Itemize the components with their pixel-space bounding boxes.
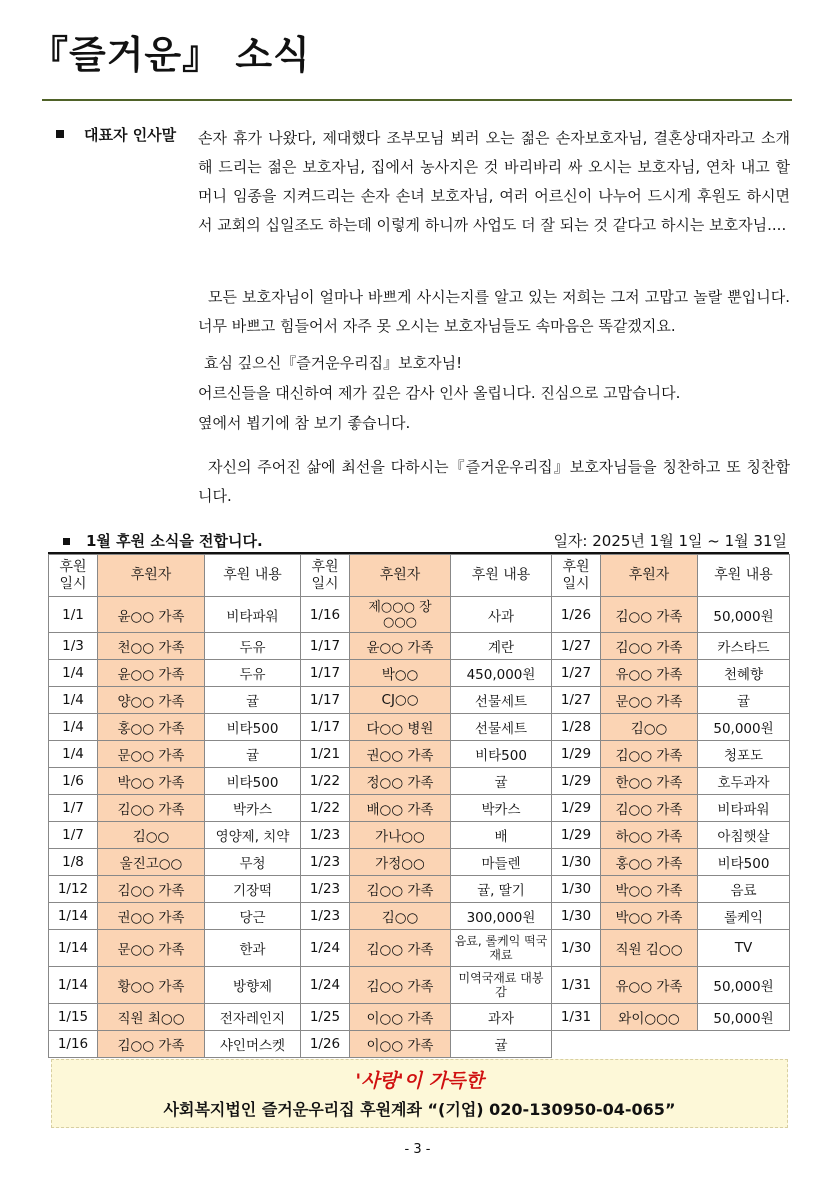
cell-item: 카스타드: [698, 633, 790, 660]
cell-item: 음료, 롤케익 떡국재료: [451, 930, 552, 967]
cell-item: 호두과자: [698, 768, 790, 795]
cell-date: 1/31: [552, 1004, 601, 1031]
cell-item: 귤: [205, 687, 301, 714]
greeting-label: 대표자 인사말: [84, 126, 177, 144]
cell-date: 1/7: [49, 822, 98, 849]
cell-item: 300,000원: [451, 903, 552, 930]
cell-date: 1/14: [49, 967, 98, 1004]
cell-donor: 문○○ 가족: [98, 741, 205, 768]
cell-donor: 박○○ 가족: [601, 876, 698, 903]
cell-donor: 이○○ 가족: [350, 1004, 451, 1031]
cell-item: 청포도: [698, 741, 790, 768]
page-number: - 3 -: [404, 1142, 431, 1157]
cell-item: 50,000원: [698, 597, 790, 633]
cell-donor: 직원 김○○: [601, 930, 698, 967]
cell-donor: 홍○○ 가족: [601, 849, 698, 876]
cell-item: 전자레인지: [205, 1004, 301, 1031]
column-header-donor: 후원자: [98, 555, 205, 597]
cell-item: 무청: [205, 849, 301, 876]
cell-donor: 김○○ 가족: [350, 930, 451, 967]
empty-cell: [552, 1031, 790, 1058]
cell-donor: 와이○○○: [601, 1004, 698, 1031]
cell-item: 미역국재료 대봉감: [451, 967, 552, 1004]
cell-date: 1/30: [552, 849, 601, 876]
cell-date: 1/4: [49, 687, 98, 714]
cell-item: 비타500: [451, 741, 552, 768]
cell-donor: 박○○: [350, 660, 451, 687]
cell-donor: 김○○ 가족: [601, 741, 698, 768]
greeting-paragraph-1: 손자 휴가 나왔다, 제대했다 조부모님 뵈러 오는 젊은 손자보호자님, 결혼상대자라고 소개해 드리는 젊은 보호자님, 집에서 농사지은 것 바리바리 싸 오시는 보호자님, 연차 내고 할머니 임종을 지켜드리는 손자 손녀 보호자님, 여러 어르신이 나누어 드시게 후원도 하시면서 교회의 십일조도 하는데 이렇게 하니까 사업도 더 잘 되는 것 같다고 하시는 보호자님....: [198, 129, 790, 234]
cell-date: 1/30: [552, 903, 601, 930]
cell-item: TV: [698, 930, 790, 967]
cell-date: 1/30: [552, 876, 601, 903]
greeting-paragraph-4: 어르신들을 대신하여 제가 깊은 감사 인사 올립니다. 진심으로 고맙습니다.: [198, 384, 681, 402]
cell-date: 1/7: [49, 795, 98, 822]
cell-date: 1/15: [49, 1004, 98, 1031]
cell-donor: 권○○ 가족: [350, 741, 451, 768]
cell-date: 1/4: [49, 741, 98, 768]
cell-donor: 가정○○: [350, 849, 451, 876]
cell-date: 1/31: [552, 967, 601, 1004]
cell-date: 1/23: [301, 903, 350, 930]
cell-date: 1/14: [49, 930, 98, 967]
cell-item: 롤케익: [698, 903, 790, 930]
cell-item: 두유: [205, 660, 301, 687]
cell-donor: 이○○ 가족: [350, 1031, 451, 1058]
cell-item: 한과: [205, 930, 301, 967]
cell-donor: 유○○ 가족: [601, 660, 698, 687]
table-row: [49, 930, 790, 967]
page-title: 『즐거운』 소식: [30, 33, 311, 77]
cell-date: 1/17: [301, 714, 350, 741]
cell-item: 귤: [698, 687, 790, 714]
greeting-paragraph-3: 효심 깊으신『즐거운우리집』보호자님!: [204, 354, 463, 372]
cell-donor: 김○○ 가족: [98, 876, 205, 903]
cell-item: 비타500: [205, 714, 301, 741]
table-row: [49, 903, 790, 930]
cell-date: 1/16: [49, 1031, 98, 1058]
table-row: [49, 741, 790, 768]
cell-donor: 권○○ 가족: [98, 903, 205, 930]
cell-donor: 홍○○ 가족: [98, 714, 205, 741]
cell-item: 당근: [205, 903, 301, 930]
cell-donor: 윤○○ 가족: [350, 633, 451, 660]
table-header-row: [49, 555, 790, 597]
cell-donor: 박○○ 가족: [98, 768, 205, 795]
cell-item: 천혜향: [698, 660, 790, 687]
greeting-paragraph-6: 자신의 주어진 삶에 최선을 다하시는『즐거운우리집』보호자님들을 칭찬하고 또 칭찬합니다.: [198, 458, 790, 505]
table-row: [49, 687, 790, 714]
footer-account: 사회복지법인 즐거운우리집 후원계좌 “(기업) 020-130950-04-065”: [163, 1100, 676, 1119]
cell-item: 샤인머스켓: [205, 1031, 301, 1058]
table-row: [49, 714, 790, 741]
cell-item: 두유: [205, 633, 301, 660]
cell-item: 귤: [451, 1031, 552, 1058]
cell-donor: 울진고○○: [98, 849, 205, 876]
cell-date: 1/14: [49, 903, 98, 930]
cell-donor: 김○○ 가족: [601, 633, 698, 660]
cell-item: 귤: [451, 768, 552, 795]
cell-item: 50,000원: [698, 1004, 790, 1031]
greeting-paragraph-5: 옆에서 뵙기에 참 보기 좋습니다.: [198, 414, 411, 432]
column-header-donor: 후원자: [601, 555, 698, 597]
cell-date: 1/21: [301, 741, 350, 768]
cell-donor: 천○○ 가족: [98, 633, 205, 660]
cell-donor: 배○○ 가족: [350, 795, 451, 822]
cell-date: 1/27: [552, 660, 601, 687]
cell-date: 1/4: [49, 660, 98, 687]
cell-date: 1/24: [301, 930, 350, 967]
cell-date: 1/8: [49, 849, 98, 876]
cell-donor: 김○○ 가족: [601, 795, 698, 822]
cell-donor: 정○○ 가족: [350, 768, 451, 795]
column-header-item: 후원 내용: [698, 555, 790, 597]
cell-donor: 김○○: [601, 714, 698, 741]
cell-donor: 윤○○ 가족: [98, 597, 205, 633]
cell-date: 1/16: [301, 597, 350, 633]
cell-item: 과자: [451, 1004, 552, 1031]
cell-item: 영양제, 치약: [205, 822, 301, 849]
cell-date: 1/29: [552, 795, 601, 822]
support-date-range: 일자: 2025년 1월 1일 ~ 1월 31일: [553, 532, 787, 550]
cell-donor: 유○○ 가족: [601, 967, 698, 1004]
cell-donor: 문○○ 가족: [98, 930, 205, 967]
cell-date: 1/30: [552, 930, 601, 967]
cell-donor: 박○○ 가족: [601, 903, 698, 930]
cell-date: 1/27: [552, 633, 601, 660]
cell-donor: 문○○ 가족: [601, 687, 698, 714]
cell-donor: 다○○ 병원: [350, 714, 451, 741]
cell-item: 음료: [698, 876, 790, 903]
bullet-icon: [56, 130, 64, 138]
table-row: [49, 597, 790, 633]
cell-date: 1/25: [301, 1004, 350, 1031]
cell-date: 1/3: [49, 633, 98, 660]
table-row: [49, 660, 790, 687]
cell-date: 1/17: [301, 660, 350, 687]
cell-date: 1/29: [552, 822, 601, 849]
cell-item: 배: [451, 822, 552, 849]
table-row: [49, 1031, 790, 1058]
table-row: [49, 849, 790, 876]
cell-donor: 제○○○ 장○○○: [350, 597, 451, 633]
donation-account-banner: [51, 1059, 788, 1128]
cell-date: 1/24: [301, 967, 350, 1004]
cell-date: 1/23: [301, 822, 350, 849]
cell-item: 선물세트: [451, 714, 552, 741]
cell-item: 50,000원: [698, 967, 790, 1004]
cell-date: 1/1: [49, 597, 98, 633]
cell-date: 1/22: [301, 795, 350, 822]
table-row: [49, 768, 790, 795]
cell-item: 비타500: [205, 768, 301, 795]
cell-donor: 직원 최○○: [98, 1004, 205, 1031]
cell-donor: 김○○: [98, 822, 205, 849]
cell-item: 선물세트: [451, 687, 552, 714]
cell-date: 1/17: [301, 687, 350, 714]
cell-date: 1/26: [301, 1031, 350, 1058]
cell-date: 1/4: [49, 714, 98, 741]
cell-date: 1/27: [552, 687, 601, 714]
cell-donor: 양○○ 가족: [98, 687, 205, 714]
cell-donor: 하○○ 가족: [601, 822, 698, 849]
cell-item: 사과: [451, 597, 552, 633]
cell-donor: 김○○ 가족: [98, 1031, 205, 1058]
table-row: [49, 633, 790, 660]
cell-donor: 김○○ 가족: [350, 967, 451, 1004]
cell-item: 비타파워: [205, 597, 301, 633]
cell-donor: 김○○ 가족: [98, 795, 205, 822]
cell-item: 비타파워: [698, 795, 790, 822]
cell-date: 1/26: [552, 597, 601, 633]
cell-donor: 황○○ 가족: [98, 967, 205, 1004]
cell-date: 1/6: [49, 768, 98, 795]
cell-item: 기장떡: [205, 876, 301, 903]
column-header-date: 후원 일시: [301, 555, 350, 597]
footer-tagline: '사랑'이 가득한: [355, 1070, 484, 1092]
cell-item: 50,000원: [698, 714, 790, 741]
cell-date: 1/23: [301, 876, 350, 903]
cell-donor: 김○○ 가족: [601, 597, 698, 633]
cell-date: 1/17: [301, 633, 350, 660]
column-header-item: 후원 내용: [205, 555, 301, 597]
cell-item: 마들렌: [451, 849, 552, 876]
cell-date: 1/23: [301, 849, 350, 876]
cell-donor: 김○○ 가족: [350, 876, 451, 903]
cell-date: 1/29: [552, 741, 601, 768]
cell-item: 귤, 딸기: [451, 876, 552, 903]
cell-item: 박카스: [451, 795, 552, 822]
title-divider: [42, 99, 792, 101]
cell-item: 아침햇살: [698, 822, 790, 849]
cell-date: 1/22: [301, 768, 350, 795]
table-row: [49, 876, 790, 903]
table-row: [49, 795, 790, 822]
support-table: [48, 554, 790, 1058]
cell-item: 비타500: [698, 849, 790, 876]
cell-date: 1/28: [552, 714, 601, 741]
column-header-donor: 후원자: [350, 555, 451, 597]
cell-donor: 한○○ 가족: [601, 768, 698, 795]
support-heading: 1월 후원 소식을 전합니다.: [86, 532, 263, 550]
cell-donor: CJ○○: [350, 687, 451, 714]
column-header-item: 후원 내용: [451, 555, 552, 597]
greeting-paragraph-2: 모든 보호자님이 얼마나 바쁘게 사시는지를 알고 있는 저희는 그저 고맙고 놀랄 뿐입니다. 너무 바쁘고 힘들어서 자주 못 오시는 보호자님들도 속마음은 똑같겠지요.: [198, 288, 790, 335]
table-row: [49, 1004, 790, 1031]
cell-item: 귤: [205, 741, 301, 768]
cell-item: 방향제: [205, 967, 301, 1004]
table-row: [49, 967, 790, 1004]
support-table-body: [49, 597, 790, 1058]
column-header-date: 후원 일시: [552, 555, 601, 597]
cell-item: 450,000원: [451, 660, 552, 687]
cell-donor: 가나○○: [350, 822, 451, 849]
table-row: [49, 822, 790, 849]
cell-donor: 윤○○ 가족: [98, 660, 205, 687]
cell-date: 1/29: [552, 768, 601, 795]
cell-date: 1/12: [49, 876, 98, 903]
column-header-date: 후원 일시: [49, 555, 98, 597]
bullet-icon: [63, 538, 70, 545]
cell-item: 계란: [451, 633, 552, 660]
cell-donor: 김○○: [350, 903, 451, 930]
cell-item: 박카스: [205, 795, 301, 822]
